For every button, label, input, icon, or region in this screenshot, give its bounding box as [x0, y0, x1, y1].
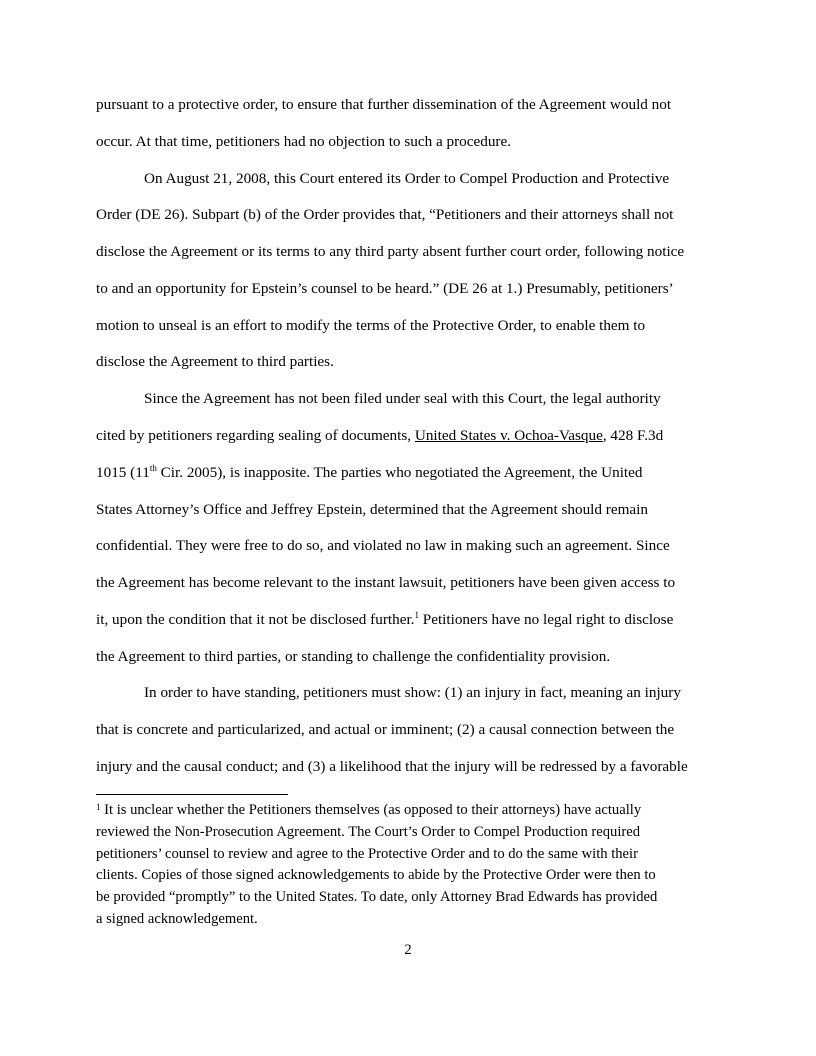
line-text: it, upon the condition that it not be disclosed further. [96, 611, 415, 628]
body-line: that is concrete and particularized, and actual or imminent; (2) a causal connection between the [96, 721, 675, 738]
body-line: States Attorney’s Office and Jeffrey Epstein, determined that the Agreement should remain [96, 501, 648, 518]
body-line: the Agreement to third parties, or standing to challenge the confidentiality provision. [96, 648, 611, 665]
body-line [96, 464, 643, 482]
body-line: occur. At that time, petitioners had no objection to such a procedure. [96, 133, 512, 150]
footnote-line: a signed acknowledgement. [96, 911, 258, 927]
footnote-line: clients. Copies of those signed acknowledgements to abide by the Protective Order were then to [96, 867, 656, 883]
footnote-reference: 1 [414, 610, 419, 620]
footnote-line: petitioners’ counsel to review and agree to the Protective Order and to do the same with their [96, 846, 638, 862]
body-line: confidential. They were free to do so, and violated no law in making such an agreement. Since [96, 537, 670, 554]
footnote-separator [96, 794, 288, 795]
footnote-line: reviewed the Non-Prosecution Agreement. The Court’s Order to Compel Production required [96, 824, 641, 840]
body-line [96, 427, 663, 445]
body-line: injury and the causal conduct; and (3) a likelihood that the injury will be redressed by a favorable [96, 758, 688, 775]
body-line: disclose the Agreement to third parties. [96, 353, 334, 370]
footnote-line [96, 801, 641, 819]
line-text: Petitioners have no legal right to disclose [418, 611, 674, 628]
footnote-text: It is unclear whether the Petitioners themselves (as opposed to their attorneys) have actually [100, 802, 642, 818]
line-text: 1015 (11 [96, 464, 150, 481]
page-number: 2 [404, 942, 412, 958]
line-text: Cir. 2005), is inapposite. The parties who negotiated the Agreement, the United [156, 464, 643, 481]
body-line: the Agreement has become relevant to the instant lawsuit, petitioners have been given access to [96, 574, 676, 591]
body-line: On August 21, 2008, this Court entered its Order to Compel Production and Protective [144, 170, 670, 187]
line-text: cited by petitioners regarding sealing of documents, [96, 427, 415, 444]
footnote-line: be provided “promptly” to the United States. To date, only Attorney Brad Edwards has provided [96, 889, 658, 905]
line-text: , 428 F.3d [602, 427, 664, 444]
body-line: disclose the Agreement or its terms to any third party absent further court order, following notice [96, 243, 685, 260]
body-line: pursuant to a protective order, to ensure that further dissemination of the Agreement would not [96, 96, 672, 113]
body-line: Since the Agreement has not been filed under seal with this Court, the legal authority [144, 390, 661, 407]
footnote-marker: 1 [96, 802, 101, 812]
body-line: to and an opportunity for Epstein’s counsel to be heard.” (DE 26 at 1.) Presumably, petitioners’ [96, 280, 674, 297]
ordinal-superscript: th [149, 463, 157, 473]
body-line: motion to unseal is an effort to modify the terms of the Protective Order, to enable them to [96, 317, 646, 334]
body-line [96, 611, 673, 629]
body-line: In order to have standing, petitioners must show: (1) an injury in fact, meaning an injury [144, 684, 681, 701]
body-line: Order (DE 26). Subpart (b) of the Order provides that, “Petitioners and their attorneys shall not [96, 206, 674, 223]
case-citation: United States v. Ochoa-Vasque [414, 427, 603, 444]
